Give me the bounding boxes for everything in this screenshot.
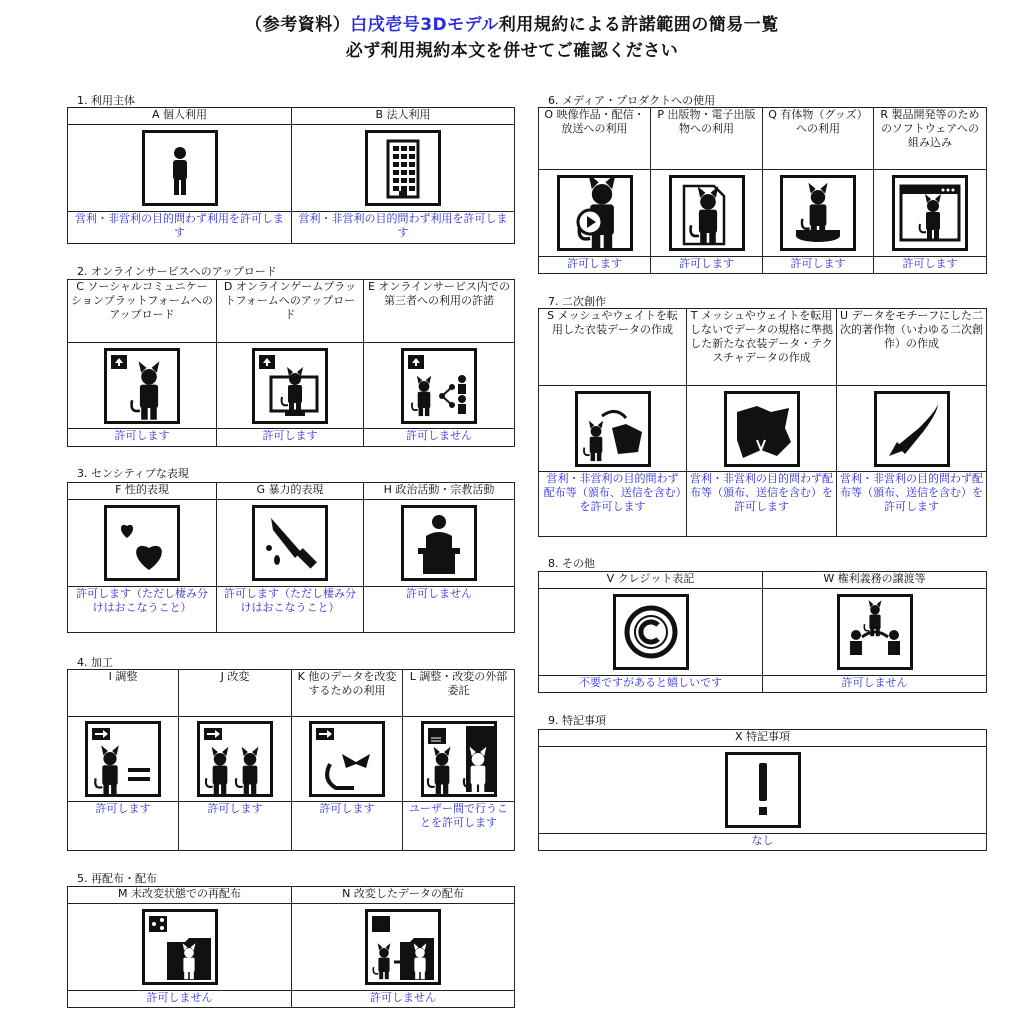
redistribute-icon — [142, 909, 218, 985]
item-heading: F 性的表現 — [68, 483, 217, 500]
icon-cell — [292, 904, 515, 991]
pen-icon — [874, 391, 950, 467]
permission-result: 許可しません — [68, 991, 292, 1008]
exclamation-icon — [725, 752, 801, 828]
permission-result: 営利・非営利の目的問わず利用を許可します — [68, 212, 292, 244]
icon-cell — [292, 125, 515, 212]
permission-result: 許可します — [651, 257, 763, 274]
icon-cell — [763, 170, 874, 257]
icon-cell — [403, 717, 515, 802]
icon-cell — [364, 500, 515, 587]
parts-icon — [309, 721, 385, 797]
permission-result: 許可します — [68, 802, 179, 851]
section-label: 7. 二次創作 — [548, 295, 606, 308]
permission-result: 許可します — [763, 257, 874, 274]
permission-result: 許可します — [68, 429, 217, 447]
permission-table — [538, 107, 987, 274]
upload-monitor-icon — [252, 348, 328, 424]
icon-cell — [68, 717, 179, 802]
upload-share-icon — [401, 348, 477, 424]
permission-table — [67, 886, 515, 1008]
icon-cell — [837, 386, 987, 472]
item-heading: C ソーシャルコミュニケーションプラットフォームへのアップロード — [68, 280, 217, 343]
permission-result: 営利・非営利の目的問わず配布等（頒布、送信を含む）を許可します — [837, 472, 987, 537]
icon-cell — [651, 170, 763, 257]
item-heading: J 改変 — [179, 670, 292, 717]
item-heading: L 調整・改変の外部委託 — [403, 670, 515, 717]
section-label: 4. 加工 — [77, 656, 113, 669]
title-suffix: 利用規約による許諾範囲の簡易一覧 — [498, 15, 779, 35]
page-subtitle: 必ず利用規約本文を併せてご確認ください — [345, 41, 679, 61]
item-heading: I 調整 — [68, 670, 179, 717]
item-heading: R 製品開発等のためのソフトウェアへの組み込み — [874, 108, 987, 170]
video-icon — [557, 175, 633, 251]
permission-result: なし — [539, 834, 987, 851]
icon-cell — [68, 904, 292, 991]
item-heading: G 暴力的表現 — [217, 483, 364, 500]
item-heading: V クレジット表記 — [539, 572, 763, 589]
person-icon — [142, 130, 218, 206]
item-heading: D オンラインゲームプラットフォームへのアップロード — [217, 280, 364, 343]
software-icon — [892, 175, 968, 251]
permission-result: 許可します — [539, 257, 651, 274]
icon-cell — [539, 386, 687, 472]
permission-result: 許可します — [217, 429, 364, 447]
item-heading: N 改変したデータの配布 — [292, 887, 515, 904]
permission-result: 許可しません — [763, 676, 987, 693]
permission-result: 許可しません — [364, 429, 515, 447]
podium-icon — [401, 505, 477, 581]
permission-table — [67, 669, 515, 851]
item-heading: S メッシュやウェイトを転用した衣装データの作成 — [539, 309, 687, 386]
permission-result: 営利・非営利の目的問わず利用を許可します — [292, 212, 515, 244]
permission-table — [538, 308, 987, 537]
icon-cell — [364, 343, 515, 429]
section-label: 8. その他 — [548, 557, 595, 570]
permission-result: 許可します — [179, 802, 292, 851]
item-heading: P 出版物・電子出版物への利用 — [651, 108, 763, 170]
icon-cell — [217, 343, 364, 429]
permission-result: 許可します（ただし棲み分けはおこなうこと） — [217, 587, 364, 633]
page-title — [0, 10, 1024, 35]
item-heading: H 政治活動・宗教活動 — [364, 483, 515, 500]
permission-result: 許可しません — [364, 587, 515, 633]
item-heading: B 法人利用 — [292, 108, 515, 125]
item-heading: T メッシュやウェイトを転用しないでデータの規格に準拠した新たな衣装データ・テクスチャデータの作成 — [687, 309, 837, 386]
adjust-icon — [85, 721, 161, 797]
distribute-modified-icon — [365, 909, 441, 985]
permission-table — [538, 729, 987, 851]
icon-cell — [539, 170, 651, 257]
section-label: 1. 利用主体 — [77, 94, 135, 107]
section-label: 9. 特記事項 — [548, 714, 606, 727]
permission-result: 営利・非営利の目的問わず配布等（頒布、送信を含む）を許可します — [539, 472, 687, 537]
permission-result: 許可します（ただし棲み分けはおこなうこと） — [68, 587, 217, 633]
item-heading: M 未改変状態での再配布 — [68, 887, 292, 904]
item-heading: U データをモチーフにした二次的著作物（いわゆる二次創作）の作成 — [837, 309, 987, 386]
icon-cell — [687, 386, 837, 472]
icon-cell — [874, 170, 987, 257]
section-label: 3. センシティブな表現 — [77, 467, 189, 480]
item-heading: W 権利義務の譲渡等 — [763, 572, 987, 589]
costume-icon — [724, 391, 800, 467]
model-name: 白戌壱号3Dモデル — [350, 15, 499, 35]
hearts-icon — [104, 505, 180, 581]
item-heading: E オンラインサービス内での第三者への利用の許諾 — [364, 280, 515, 343]
item-heading: A 個人利用 — [68, 108, 292, 125]
icon-cell — [763, 589, 987, 676]
icon-cell — [68, 125, 292, 212]
item-heading: K 他のデータを改変するための利用 — [292, 670, 403, 717]
section-label: 5. 再配布・配布 — [77, 872, 157, 885]
permission-table — [67, 107, 515, 244]
permission-result: 許可します — [874, 257, 987, 274]
icon-cell — [68, 343, 217, 429]
permission-table — [67, 482, 515, 633]
icon-cell — [179, 717, 292, 802]
icon-cell — [292, 717, 403, 802]
permission-result: 許可します — [292, 802, 403, 851]
copyright-icon — [613, 594, 689, 670]
costume-transfer-icon — [575, 391, 651, 467]
title-prefix: （参考資料） — [245, 15, 351, 35]
permission-table — [538, 571, 987, 693]
section-label: 6. メディア・プロダクトへの使用 — [548, 94, 716, 107]
icon-cell — [217, 500, 364, 587]
permission-result: 許可しません — [292, 991, 515, 1008]
modify-icon — [197, 721, 273, 797]
permission-result: ユーザー間で行うことを許可します — [403, 802, 515, 851]
building-icon — [365, 130, 441, 206]
item-heading: Q 有体物（グッズ）への利用 — [763, 108, 874, 170]
permission-result: 不要ですがあると嬉しいです — [539, 676, 763, 693]
document-icon — [669, 175, 745, 251]
permission-result: 営利・非営利の目的問わず配布等（頒布、送信を含む）を許可します — [687, 472, 837, 537]
item-heading: X 特記事項 — [539, 730, 987, 747]
knife-icon — [252, 505, 328, 581]
icon-cell — [68, 500, 217, 587]
item-heading: O 映像作品・配信・放送への利用 — [539, 108, 651, 170]
upload-cat-icon — [104, 348, 180, 424]
icon-cell — [539, 589, 763, 676]
outsource-icon — [421, 721, 497, 797]
permission-table — [67, 279, 515, 447]
section-label: 2. オンラインサービスへのアップロード — [77, 265, 277, 278]
icon-cell — [539, 747, 987, 834]
figure-icon — [780, 175, 856, 251]
transfer-rights-icon — [837, 594, 913, 670]
